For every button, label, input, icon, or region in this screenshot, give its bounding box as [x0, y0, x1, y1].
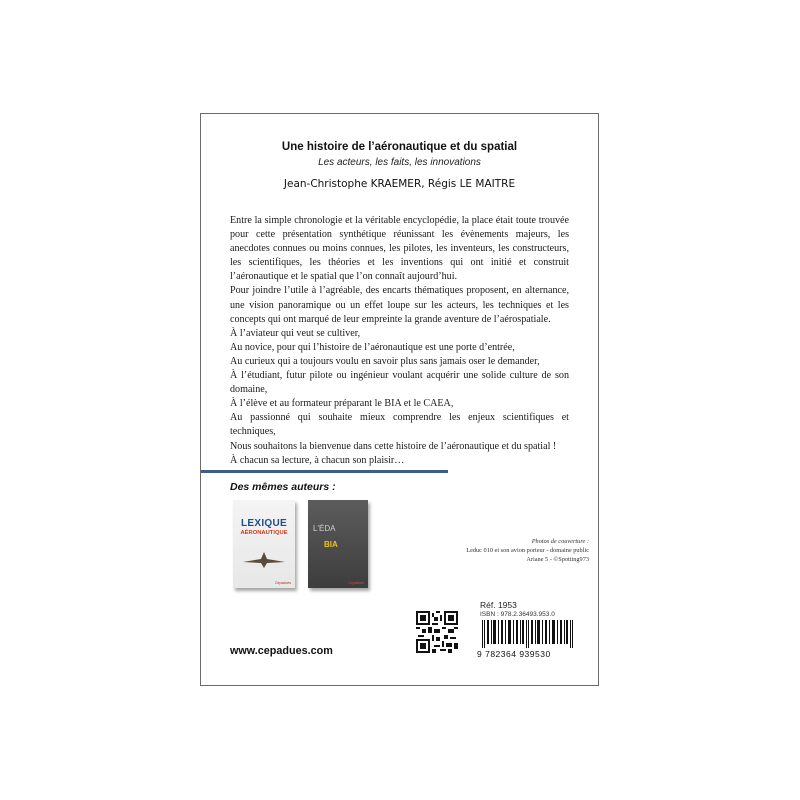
barcode	[482, 620, 574, 648]
isbn: ISBN : 978.2.36493.953.0	[480, 611, 555, 618]
same-authors-label: Des mêmes auteurs :	[230, 481, 336, 493]
book-subtitle: Les acteurs, les faits, les innovations	[318, 157, 481, 168]
photo-credits	[466, 537, 589, 564]
reference-number: Réf. 1953	[480, 600, 517, 610]
book-thumbnail-title: LEXIQUE	[241, 518, 287, 529]
aircraft-icon	[241, 550, 287, 570]
blurb	[230, 214, 569, 468]
book-thumbnail-lexique[interactable]	[233, 500, 295, 588]
book-thumbnail-title: L'ÉDA	[313, 524, 336, 533]
blurb-paragraph: À l’étudiant, futur pilote ou ingénieur voulant acquérir une solide culture de son domaine,	[230, 370, 569, 396]
photo-credits-label: Photos de couverture :	[531, 538, 589, 545]
section-divider	[201, 470, 448, 473]
blurb-paragraph: À chacun sa lecture, à chacun son plaisir…	[230, 454, 405, 466]
publisher-mark: Cépaduès	[275, 581, 291, 585]
barcode-digits: 9 782364 939530	[477, 649, 551, 659]
blurb-paragraph: Nous souhaitons la bienvenue dans cette histoire de l’aéronautique et du spatial !	[230, 440, 557, 452]
book-thumbnail-bia[interactable]	[308, 500, 368, 588]
photo-credit-line: Leduc 010 et son avion porteur - domaine public	[466, 547, 589, 554]
authors: Jean-Christophe KRAEMER, Régis LE MAITRE	[283, 178, 516, 190]
blurb-paragraph: Au passionné qui souhaite mieux comprendre les enjeux scientifiques et techniques,	[230, 412, 569, 438]
blurb-paragraph: Pour joindre l’utile à l’agréable, des encarts thématiques proposent, en alternance, une vision panoramique ou un effet loupe sur les acteurs, les techniques et les concepts qui ont marqué de leur empreinte la grande aventure de l’aérospatiale.	[230, 285, 569, 325]
website-link[interactable]: www.cepadues.com	[230, 645, 333, 657]
book-thumbnail-subtitle: BIA	[324, 540, 338, 549]
publisher-mark: Cépaduès	[348, 581, 364, 585]
photo-credit-line: Ariane 5 - ©Spotting973	[526, 556, 589, 563]
blurb-paragraph: À l’aviateur qui veut se cultiver,	[230, 327, 361, 339]
blurb-paragraph: Entre la simple chronologie et la véritable encyclopédie, la place était toute trouvée pour cette présentation synthétique réunissant les évènements majeurs, les anecdotes connues ou moins connues, les pilotes, les inventeurs, les constructeurs, les scientifiques, les théories et les inventions qui ont initié et construit l’aéronautique et le spatial que l’on connaît aujourd’hui.	[230, 215, 569, 283]
book-thumbnail-subtitle: AÉRONAUTIQUE	[240, 530, 288, 536]
blurb-paragraph: Au curieux qui a toujours voulu en savoir plus sans jamais oser le demander,	[230, 355, 540, 367]
qr-code[interactable]	[416, 611, 458, 653]
book-back-cover	[200, 113, 599, 686]
book-title: Une histoire de l’aéronautique et du spatial	[281, 141, 518, 153]
blurb-paragraph: Au novice, pour qui l’histoire de l’aéronautique est une porte d’entrée,	[230, 341, 515, 353]
blurb-paragraph: À l’élève et au formateur préparant le BIA et le CAEA,	[230, 398, 454, 410]
